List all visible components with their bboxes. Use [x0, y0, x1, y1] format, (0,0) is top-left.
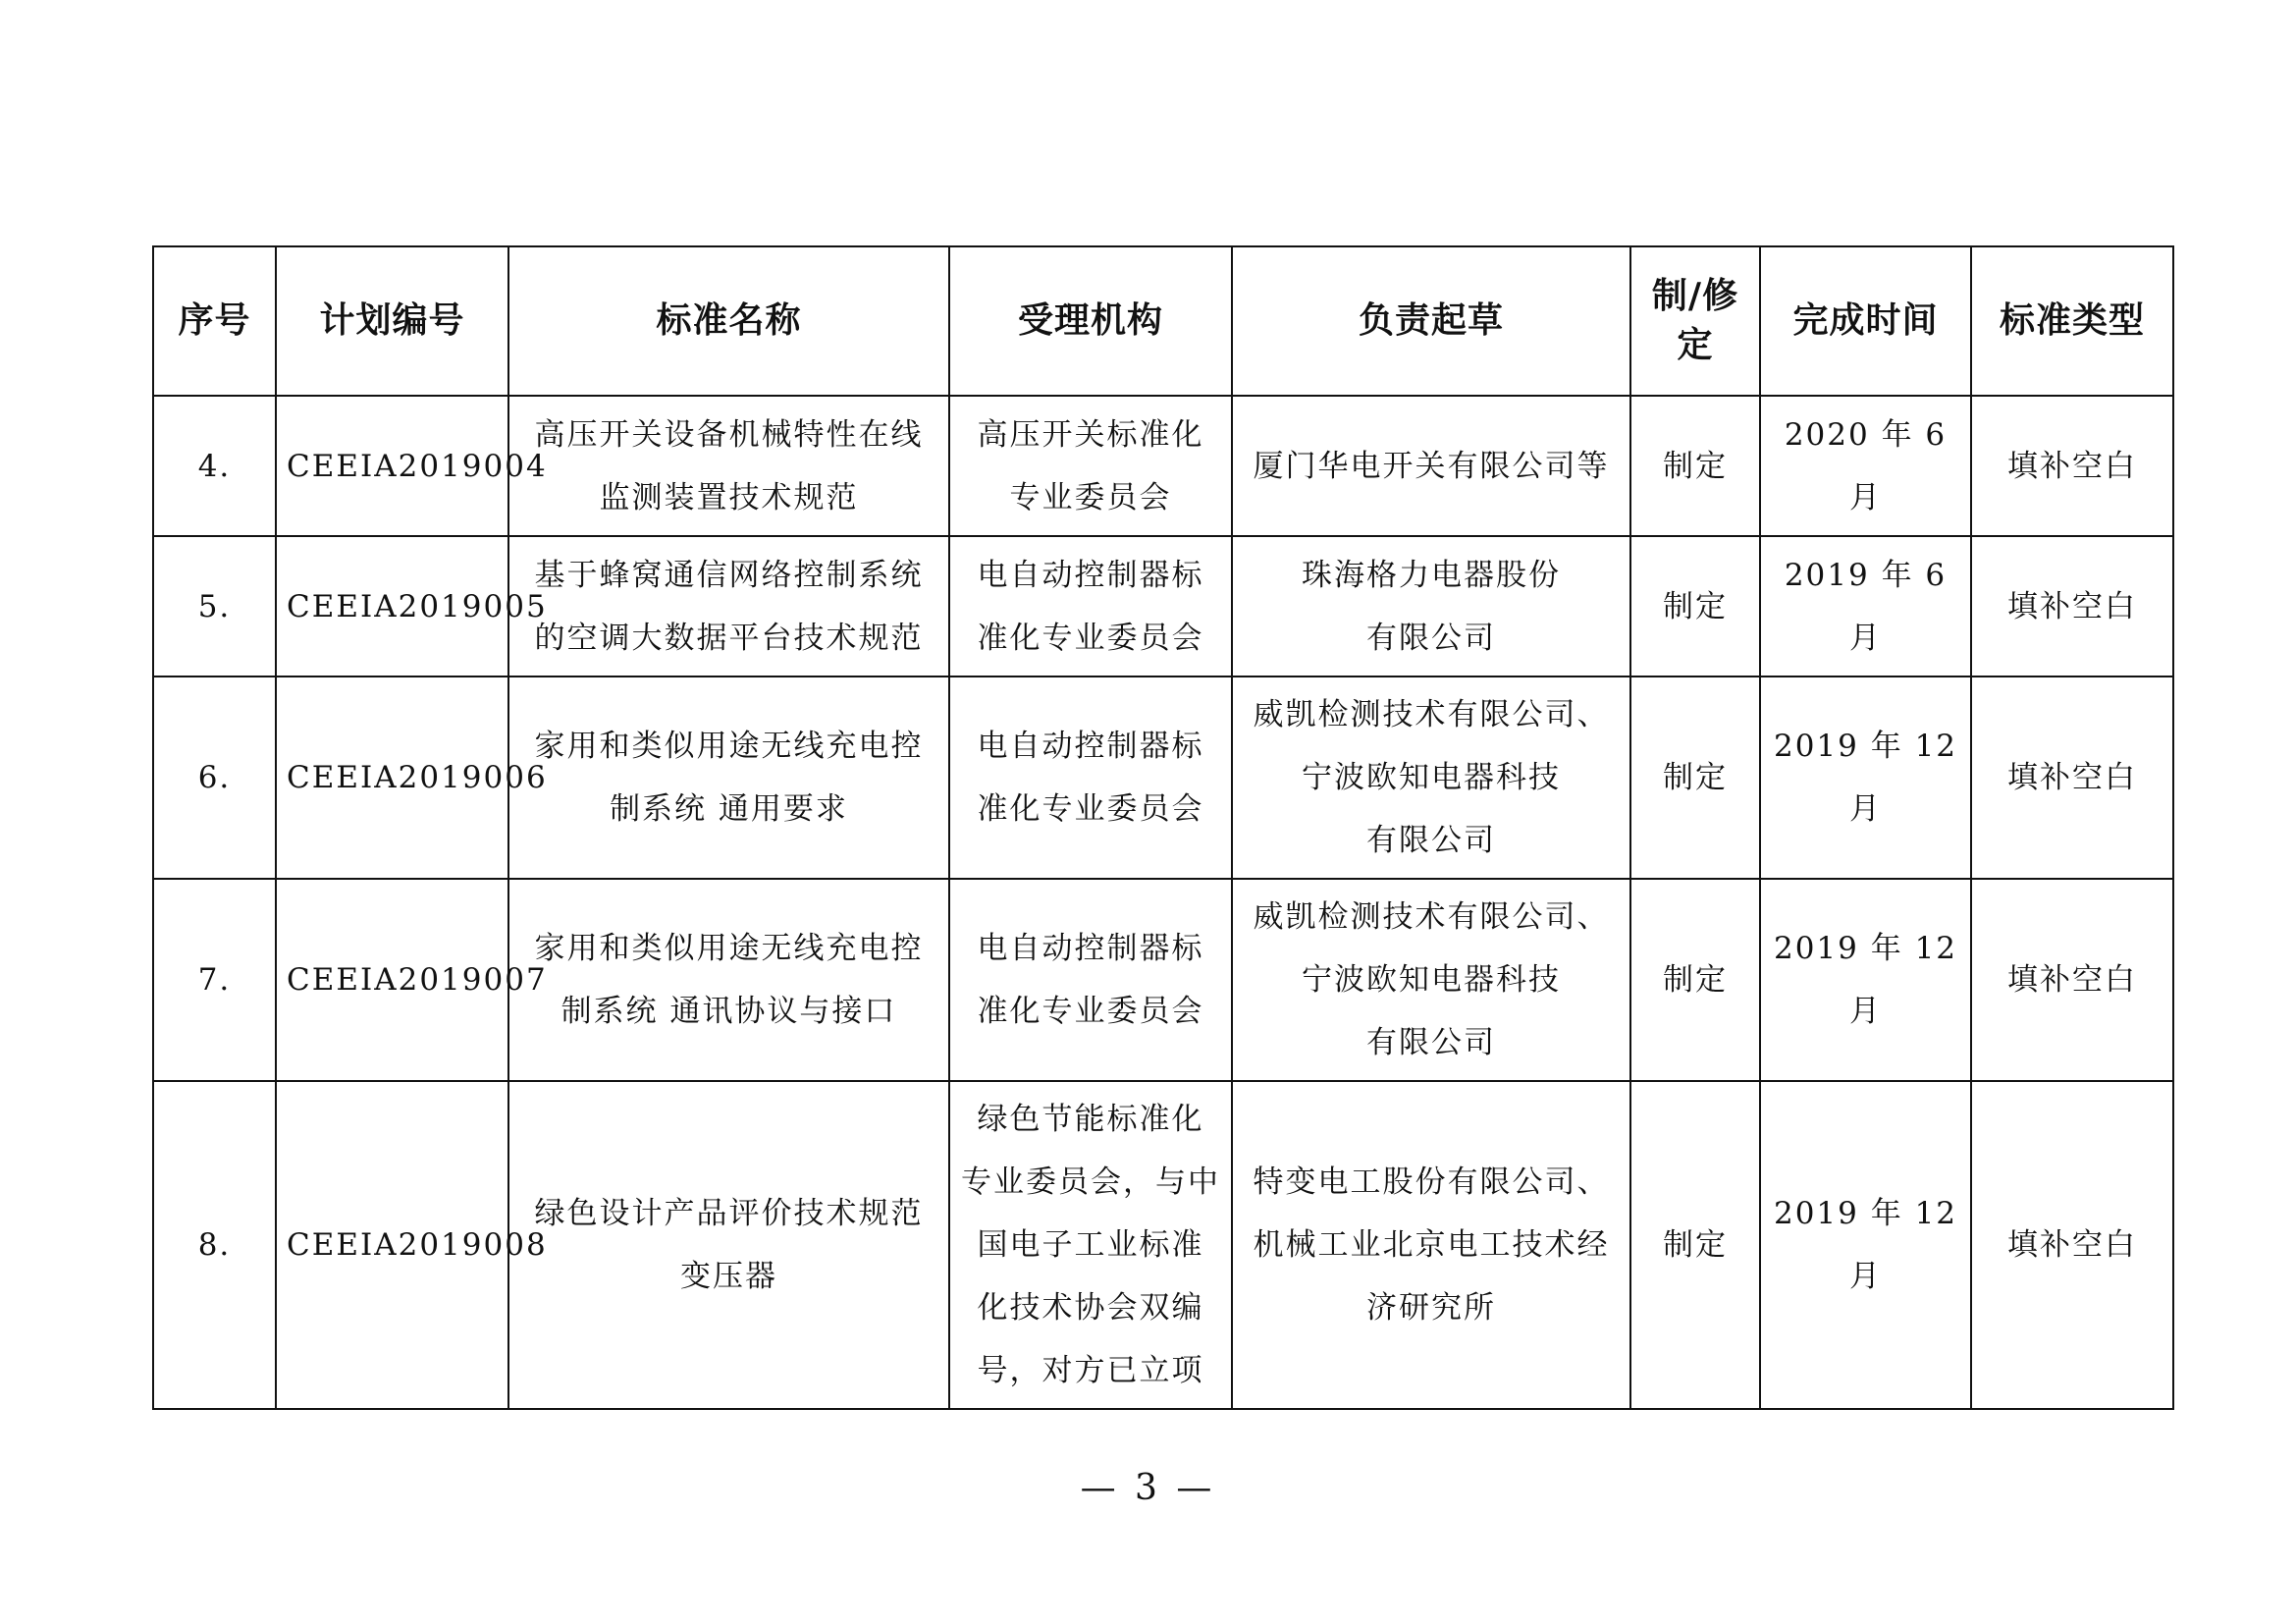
- cell-agency: [949, 396, 1232, 536]
- drafter-line: 珠海格力电器股份: [1302, 557, 1561, 593]
- agency-line: 号，对方已立项: [977, 1353, 1204, 1388]
- cell-finish-time: 2019 年 6 月: [1760, 536, 1971, 677]
- drafter-line: 有限公司: [1366, 1025, 1496, 1060]
- cell-std-name: [508, 677, 949, 879]
- agency-line: 准化专业委员会: [977, 791, 1204, 827]
- cell-std-type: 填补空白: [1971, 1081, 2173, 1409]
- agency-line: 专业委员会: [1009, 479, 1172, 515]
- std-name-line: 制系统 通讯协议与接口: [561, 994, 897, 1029]
- header-std-name: 标准名称: [508, 246, 949, 396]
- table-header-row: [153, 246, 2173, 396]
- cell-drafter: [1232, 879, 1630, 1081]
- header-revise-line-1: 制/修: [1651, 276, 1739, 316]
- header-seq: 序号: [153, 246, 276, 396]
- drafter-line: 宁波欧知电器科技: [1302, 962, 1561, 998]
- drafter-line: 宁波欧知电器科技: [1302, 760, 1561, 795]
- cell-std-type: 填补空白: [1971, 879, 2173, 1081]
- cell-drafter: [1232, 677, 1630, 879]
- cell-std-name: [508, 879, 949, 1081]
- cell-std-type: 填补空白: [1971, 677, 2173, 879]
- header-plan-no: 计划编号: [276, 246, 508, 396]
- cell-plan-no: CEEIA2019005: [276, 536, 508, 677]
- cell-std-name: [508, 536, 949, 677]
- cell-seq: 7.: [153, 879, 276, 1081]
- standards-plan-table-container: [152, 245, 2172, 1410]
- agency-line: 专业委员会，与中: [961, 1164, 1220, 1200]
- header-revise: [1630, 246, 1760, 396]
- cell-revise: 制定: [1630, 536, 1760, 677]
- cell-revise: 制定: [1630, 879, 1760, 1081]
- agency-line: 化技术协会双编: [977, 1290, 1204, 1326]
- cell-std-name: [508, 1081, 949, 1409]
- header-drafter: 负责起草: [1232, 246, 1630, 396]
- drafter-line: 有限公司: [1366, 823, 1496, 858]
- cell-std-type: 填补空白: [1971, 536, 2173, 677]
- std-name-line: 基于蜂窝通信网络控制系统: [534, 557, 924, 593]
- std-name-line: 绿色设计产品评价技术规范: [534, 1196, 924, 1231]
- cell-seq: 6.: [153, 677, 276, 879]
- header-agency: 受理机构: [949, 246, 1232, 396]
- cell-agency: [949, 1081, 1232, 1409]
- cell-agency: [949, 879, 1232, 1081]
- std-name-line: 高压开关设备机械特性在线: [534, 416, 924, 453]
- header-std-type: 标准类型: [1971, 246, 2173, 396]
- agency-line: 准化专业委员会: [977, 994, 1204, 1029]
- cell-plan-no: CEEIA2019007: [276, 879, 508, 1081]
- cell-drafter: [1232, 396, 1630, 536]
- cell-seq: 8.: [153, 1081, 276, 1409]
- cell-plan-no: CEEIA2019008: [276, 1081, 508, 1409]
- page-number: — 3 —: [1080, 1468, 1216, 1508]
- table-row: [153, 536, 2173, 677]
- std-name-line: 家用和类似用途无线充电控: [534, 931, 924, 966]
- header-revise-line-2: 定: [1677, 325, 1714, 365]
- cell-finish-time: 2019 年 12 月: [1760, 879, 1971, 1081]
- table-row: [153, 677, 2173, 879]
- cell-finish-time: 2020 年 6 月: [1760, 396, 1971, 536]
- standards-plan-table: [152, 245, 2174, 1410]
- table-row: [153, 879, 2173, 1081]
- cell-finish-time: 2019 年 12 月: [1760, 1081, 1971, 1409]
- std-name-line: 制系统 通用要求: [610, 791, 848, 827]
- cell-revise: 制定: [1630, 396, 1760, 536]
- cell-plan-no: CEEIA2019006: [276, 677, 508, 879]
- drafter-line: 威凯检测技术有限公司、: [1253, 899, 1610, 935]
- agency-line: 绿色节能标准化: [977, 1102, 1204, 1137]
- cell-revise: 制定: [1630, 1081, 1760, 1409]
- cell-revise: 制定: [1630, 677, 1760, 879]
- drafter-line: 威凯检测技术有限公司、: [1253, 697, 1610, 732]
- drafter-line: 厦门华电开关有限公司等: [1253, 448, 1610, 484]
- cell-agency: [949, 677, 1232, 879]
- agency-line: 电自动控制器标: [977, 557, 1204, 593]
- drafter-line: 机械工业北京电工技术经: [1253, 1227, 1610, 1263]
- cell-finish-time: 2019 年 12 月: [1760, 677, 1971, 879]
- cell-std-type: 填补空白: [1971, 396, 2173, 536]
- agency-line: 电自动控制器标: [977, 729, 1204, 764]
- table-row: [153, 396, 2173, 536]
- std-name-line: 家用和类似用途无线充电控: [534, 729, 924, 764]
- header-finish-time: 完成时间: [1760, 246, 1971, 396]
- agency-line: 国电子工业标准: [977, 1227, 1204, 1263]
- cell-plan-no: CEEIA2019004: [276, 396, 508, 536]
- cell-agency: [949, 536, 1232, 677]
- std-name-line: 监测装置技术规范: [599, 479, 859, 515]
- cell-seq: 5.: [153, 536, 276, 677]
- cell-seq: 4.: [153, 396, 276, 536]
- std-name-line: 的空调大数据平台技术规范: [534, 620, 924, 656]
- agency-line: 高压开关标准化: [977, 416, 1204, 453]
- drafter-line: 特变电工股份有限公司、: [1253, 1164, 1610, 1200]
- cell-drafter: [1232, 536, 1630, 677]
- drafter-line: 有限公司: [1366, 620, 1496, 656]
- cell-std-name: [508, 396, 949, 536]
- drafter-line: 济研究所: [1366, 1290, 1496, 1326]
- agency-line: 电自动控制器标: [977, 931, 1204, 966]
- table-row: [153, 1081, 2173, 1409]
- std-name-line: 变压器: [680, 1259, 777, 1294]
- cell-drafter: [1232, 1081, 1630, 1409]
- agency-line: 准化专业委员会: [977, 620, 1204, 656]
